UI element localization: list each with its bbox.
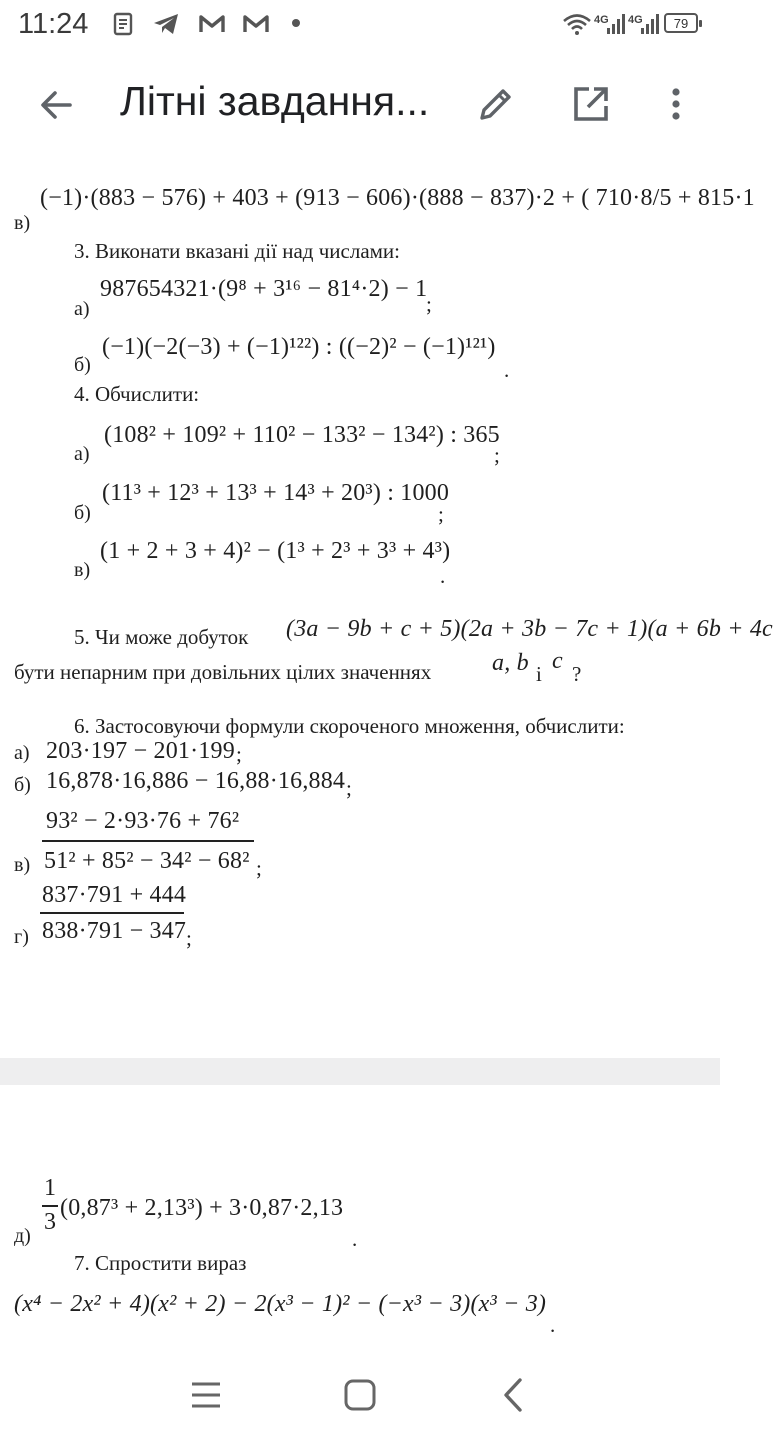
fraction-numerator: 1 (44, 1175, 57, 1201)
open-in-new-icon[interactable] (571, 84, 611, 124)
arrow-back-icon[interactable] (36, 85, 76, 125)
task-heading: 7. Спростити вираз (74, 1251, 247, 1275)
math-expression: 16,878·16,886 − 16,88·16,884 (46, 768, 346, 794)
fraction-line (42, 840, 254, 842)
math-expression: 203·197 − 201·199 (46, 738, 235, 764)
punctuation: ; (426, 292, 432, 316)
punctuation: . (504, 358, 510, 382)
math-expression: (x⁴ − 2x² + 4)(x² + 2) − 2(x³ − 1)² − (−x³ − 3)(x³ − 3) (14, 1291, 547, 1317)
status-bar (0, 0, 720, 48)
item-label: б) (74, 502, 91, 524)
task-text: і (536, 662, 542, 686)
punctuation: ; (438, 502, 444, 526)
fraction-line (42, 1205, 58, 1207)
document-page[interactable] (0, 160, 773, 1058)
notes-icon (112, 12, 134, 36)
math-expression: (−1)·(883 − 576) + 403 + (913 − 606)·(888 − 837)·2 + ( 710·8/5 + 815·1 (40, 185, 755, 211)
document-page[interactable] (0, 1085, 720, 1347)
punctuation: . (352, 1227, 358, 1251)
punctuation: ? (572, 662, 582, 686)
telegram-icon (152, 12, 180, 36)
task-heading: 6. Застосовуючи формули скороченого множення, обчислити: (74, 714, 625, 738)
fraction-line (40, 912, 184, 914)
punctuation: . (440, 564, 446, 588)
math-expression: (11³ + 12³ + 13³ + 14³ + 20³) : 1000 (102, 480, 450, 506)
math-expression: (−1)(−2(−3) + (−1)¹²²) : ((−2)² − (−1)¹²¹) (102, 334, 496, 360)
item-label: б) (14, 774, 31, 796)
wifi-icon (562, 12, 592, 36)
punctuation: ; (186, 926, 192, 950)
more-vert-icon[interactable] (664, 84, 688, 124)
fraction-numerator: 837·791 + 444 (42, 882, 187, 908)
fraction-denominator: 838·791 − 347 (42, 918, 187, 944)
item-label: д) (14, 1225, 31, 1247)
math-expression: (108² + 109² + 110² − 133² − 134²) : 365 (104, 422, 500, 448)
task-heading: 3. Виконати вказані дії над числами: (74, 239, 401, 263)
fraction-numerator: 93² − 2·93·76 + 76² (46, 808, 240, 834)
menu-icon[interactable] (186, 1375, 226, 1415)
punctuation: ; (256, 856, 262, 880)
item-label: а) (74, 298, 90, 320)
more-notifications-dot (292, 19, 300, 27)
status-time: 11:24 (18, 8, 89, 40)
item-label: г) (14, 926, 29, 948)
document-title: Літні завдання... (120, 78, 430, 124)
math-expression: 987654321·(9⁸ + 3¹⁶ − 81⁴·2) − 1 (100, 276, 428, 302)
math-expression: (3a − 9b + c + 5)(2a + 3b − 7c + 1)(a + 6b + 4c (286, 616, 773, 642)
signal-icon (606, 12, 626, 36)
item-label: б) (74, 354, 91, 376)
network-type-1: 4G (594, 14, 609, 26)
punctuation: . (550, 1313, 556, 1337)
item-label: а) (74, 443, 90, 465)
gmail-icon (242, 12, 270, 36)
fraction-denominator: 51² + 85² − 34² − 68² (44, 848, 250, 874)
punctuation: ; (346, 776, 352, 800)
fraction-denominator: 3 (44, 1209, 57, 1235)
item-label: а) (14, 742, 30, 764)
punctuation: ; (236, 742, 242, 766)
task-heading: 5. Чи може добуток (74, 625, 249, 649)
punctuation: ; (494, 443, 500, 467)
math-expression: (0,87³ + 2,13³) + 3·0,87·2,13 (60, 1195, 344, 1221)
gmail-icon (198, 12, 226, 36)
task-heading: 4. Обчислити: (74, 382, 200, 406)
pencil-icon[interactable] (476, 84, 516, 124)
item-label: в) (14, 854, 31, 876)
math-variable: a, b (492, 650, 529, 676)
navigation-bar (0, 1347, 720, 1440)
chevron-left-icon[interactable] (494, 1375, 534, 1415)
battery-indicator: 79 (664, 13, 698, 33)
item-label: в) (14, 212, 31, 234)
signal-icon (640, 12, 660, 36)
math-variable: c (552, 648, 563, 674)
app-bar (0, 48, 720, 160)
network-type-2: 4G (628, 14, 643, 26)
page-separator (0, 1058, 720, 1085)
item-label: в) (74, 559, 91, 581)
task-text: бути непарним при довільних цілих значеннях (14, 660, 432, 684)
math-expression: (1 + 2 + 3 + 4)² − (1³ + 2³ + 3³ + 4³) (100, 538, 451, 564)
home-icon[interactable] (340, 1375, 380, 1415)
